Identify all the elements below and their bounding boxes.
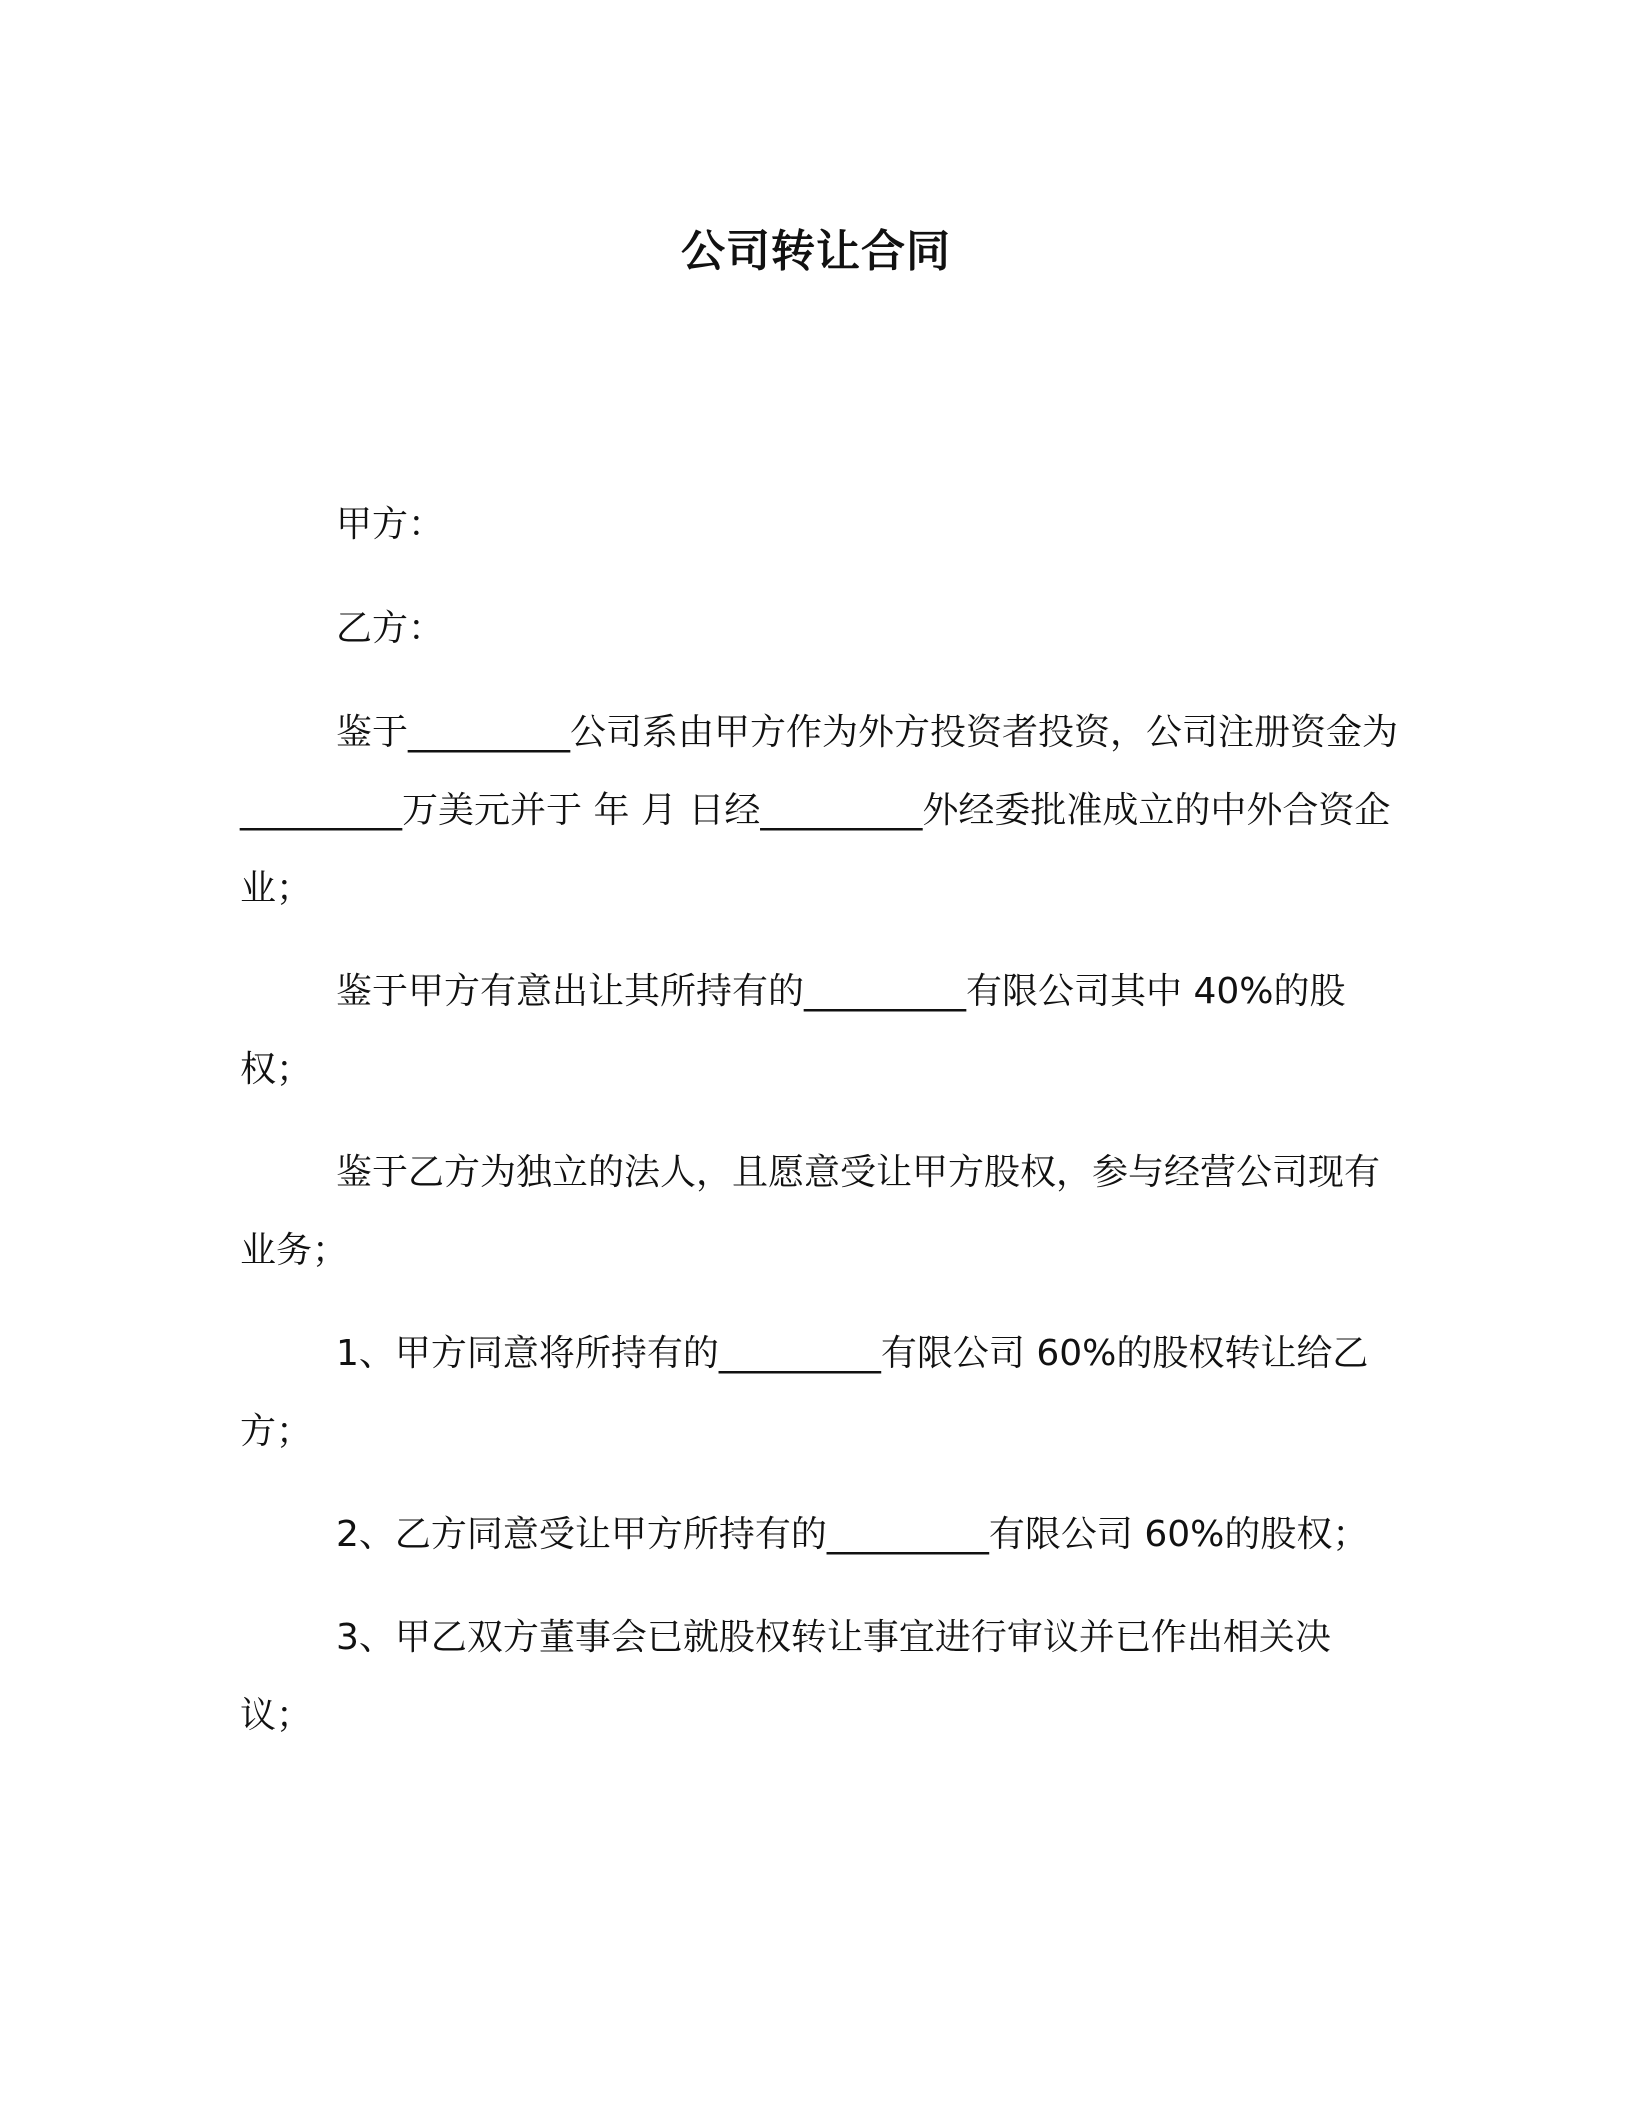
clause-3: 3、甲乙双方董事会已就股权转让事宜进行审议并已作出相关决议； <box>240 1617 1331 1736</box>
document-body <box>240 486 1400 1780</box>
party-b-line: 乙方： <box>336 608 445 649</box>
document-title: 公司转让合同 <box>681 226 951 277</box>
clause-1: 1、甲方同意将所持有的_________有限公司 60%的股权转让给乙方； <box>240 1333 1369 1452</box>
clause-2: 2、乙方同意受让甲方所持有的_________有限公司 60%的股权； <box>336 1514 1369 1555</box>
recital-company-establishment: 鉴于_________公司系由甲方作为外方投资者投资，公司注册资金为_________万美元并于 年 月 日经_________外经委批准成立的中外合资企业； <box>240 712 1399 909</box>
recital-transfer-intent: 鉴于甲方有意出让其所持有的_________有限公司其中 40%的股权； <box>240 971 1346 1090</box>
recital-party-b-willingness: 鉴于乙方为独立的法人，且愿意受让甲方股权，参与经营公司现有业务； <box>240 1152 1381 1271</box>
party-a-line: 甲方： <box>336 504 445 545</box>
